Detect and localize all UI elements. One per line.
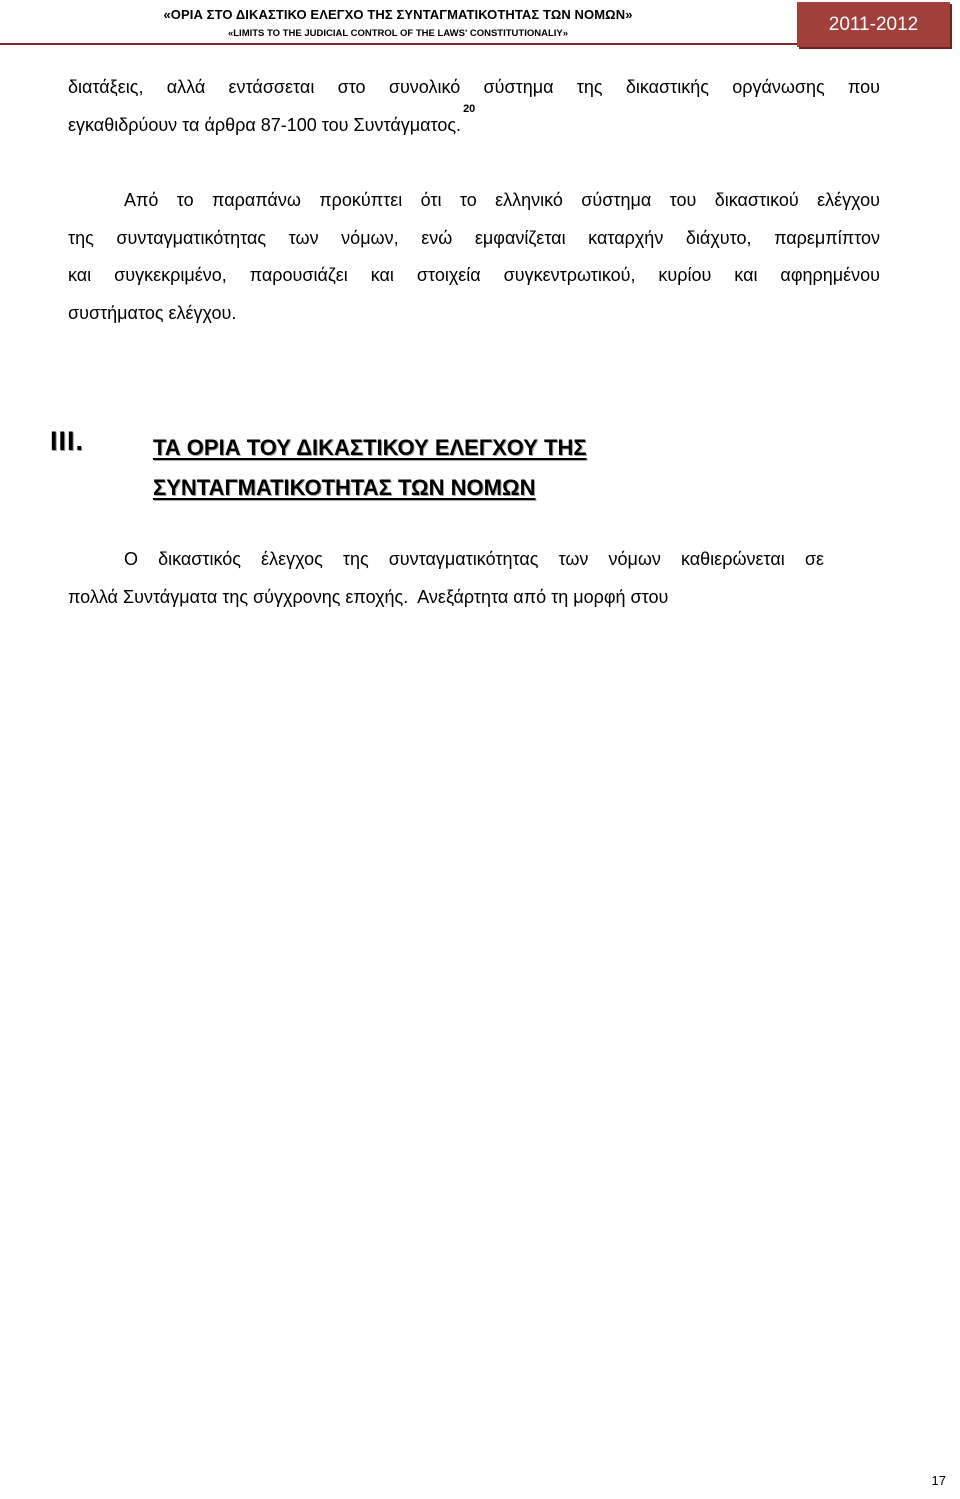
section-number: III. — [50, 426, 85, 456]
paragraph-line-text: εγκαθιδρύουν τα άρθρα 87-100 του Συντάγματος. — [68, 114, 462, 135]
paragraph-line: διατάξεις, αλλά εντάσσεται στο συνολικό σύστημα της δικαστικής οργάνωσης που — [68, 77, 880, 97]
year-badge: 2011-2012 — [797, 2, 950, 47]
paragraph-line: πολλά Συντάγματα της σύγχρονης εποχής. Ανεξάρτητα από τη μορφή στου — [68, 586, 669, 607]
paragraph-conclusion — [68, 182, 880, 332]
page-header — [0, 0, 960, 48]
paragraph-section-intro — [68, 541, 824, 616]
paragraph-line: συστήματος ελέγχου. — [68, 302, 237, 323]
paragraph-continuation — [68, 69, 880, 144]
header-divider — [0, 43, 798, 45]
header-title-greek: «ΟΡΙΑ ΣΤΟ ΔΙΚΑΣΤΙΚΟ ΕΛΕΓΧΟ ΤΗΣ ΣΥΝΤΑΓΜΑΤΙΚΟΤΗΤΑΣ ΤΩΝ ΝΟΜΩΝ» — [163, 7, 633, 22]
paragraph-line: Από το παραπάνω προκύπτει ότι το ελληνικό σύστημα του δικαστικού ελέγχου — [124, 190, 880, 210]
paragraph-line: της συνταγματικότητας των νόμων, ενώ εμφανίζεται καταρχήν διάχυτο, παρεμπίπτον — [68, 227, 880, 248]
footnote-reference[interactable]: 20 — [463, 102, 476, 115]
header-titles — [0, 6, 796, 41]
section-heading-line: ΤΑ ΟΡΙΑ ΤΟΥ ΔΙΚΑΣΤΙΚΟΥ ΕΛΕΓΧΟΥ ΤΗΣ — [153, 435, 587, 460]
paragraph-line: Ο δικαστικός έλεγχος της συνταγματικότητας των νόμων καθιερώνεται σε — [124, 549, 824, 569]
paragraph-line: και συγκεκριμένο, παρουσιάζει και στοιχεία συγκεντρωτικού, κυρίου και αφηρημένου — [68, 265, 880, 285]
paragraph-line — [68, 102, 880, 145]
page-number: 17 — [931, 1473, 946, 1488]
section-heading-line: ΣΥΝΤΑΓΜΑΤΙΚΟΤΗΤΑΣ ΤΩΝ ΝΟΜΩΝ — [153, 475, 536, 500]
section-heading — [153, 428, 587, 508]
header-title-english: «LIMITS TO THE JUDICIAL CONTROL OF THE LAWS' CONSTITUTIONALIY» — [227, 28, 569, 39]
